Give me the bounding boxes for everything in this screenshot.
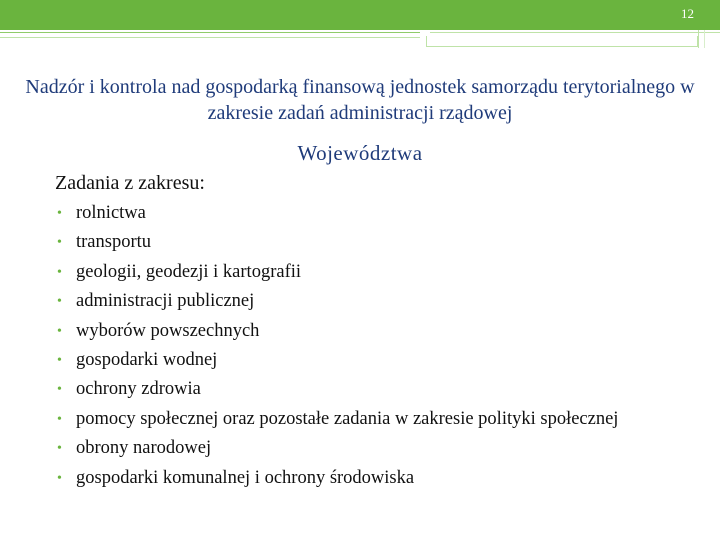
list-item: • ochrony zdrowia [55, 375, 667, 404]
list-item: • gospodarki wodnej [55, 346, 667, 375]
bullet-icon: • [57, 441, 62, 457]
slide-subtitle: Województwa [297, 141, 423, 165]
header-bar [0, 0, 720, 30]
intro-text: Zadania z zakresu: [55, 172, 205, 194]
list-item: • wyborów powszechnych [55, 317, 667, 346]
list-item: • geologii, geodezji i kartografii [55, 258, 667, 287]
bullet-icon: • [57, 382, 62, 398]
bullet-icon: • [57, 353, 62, 369]
page-number: 12 [681, 6, 694, 21]
list-item: • rolnictwa [55, 199, 667, 228]
list-item: • pomocy społecznej oraz pozostałe zadania w zakresie polityki społecznej [55, 405, 667, 434]
bullet-icon: • [57, 294, 62, 310]
bullet-icon: • [57, 323, 62, 339]
bullet-icon: • [57, 264, 62, 280]
header-decoration [0, 30, 720, 48]
slide-title: Nadzór i kontrola nad gospodarką finansową jednostek samorządu terytorialnego w zakresie zadań administracji rządowej [25, 76, 695, 124]
bullet-icon: • [57, 206, 62, 221]
list-item: • obrony narodowej [55, 434, 667, 463]
list-item: • gospodarki komunalnej i ochrony środowiska [55, 464, 667, 493]
list-item: • administracji publicznej [55, 287, 667, 316]
list-item: • transportu [55, 228, 667, 257]
bullet-icon: • [57, 235, 62, 251]
bullet-icon: • [57, 411, 62, 427]
bullet-icon: • [57, 470, 62, 486]
task-list [55, 199, 667, 493]
